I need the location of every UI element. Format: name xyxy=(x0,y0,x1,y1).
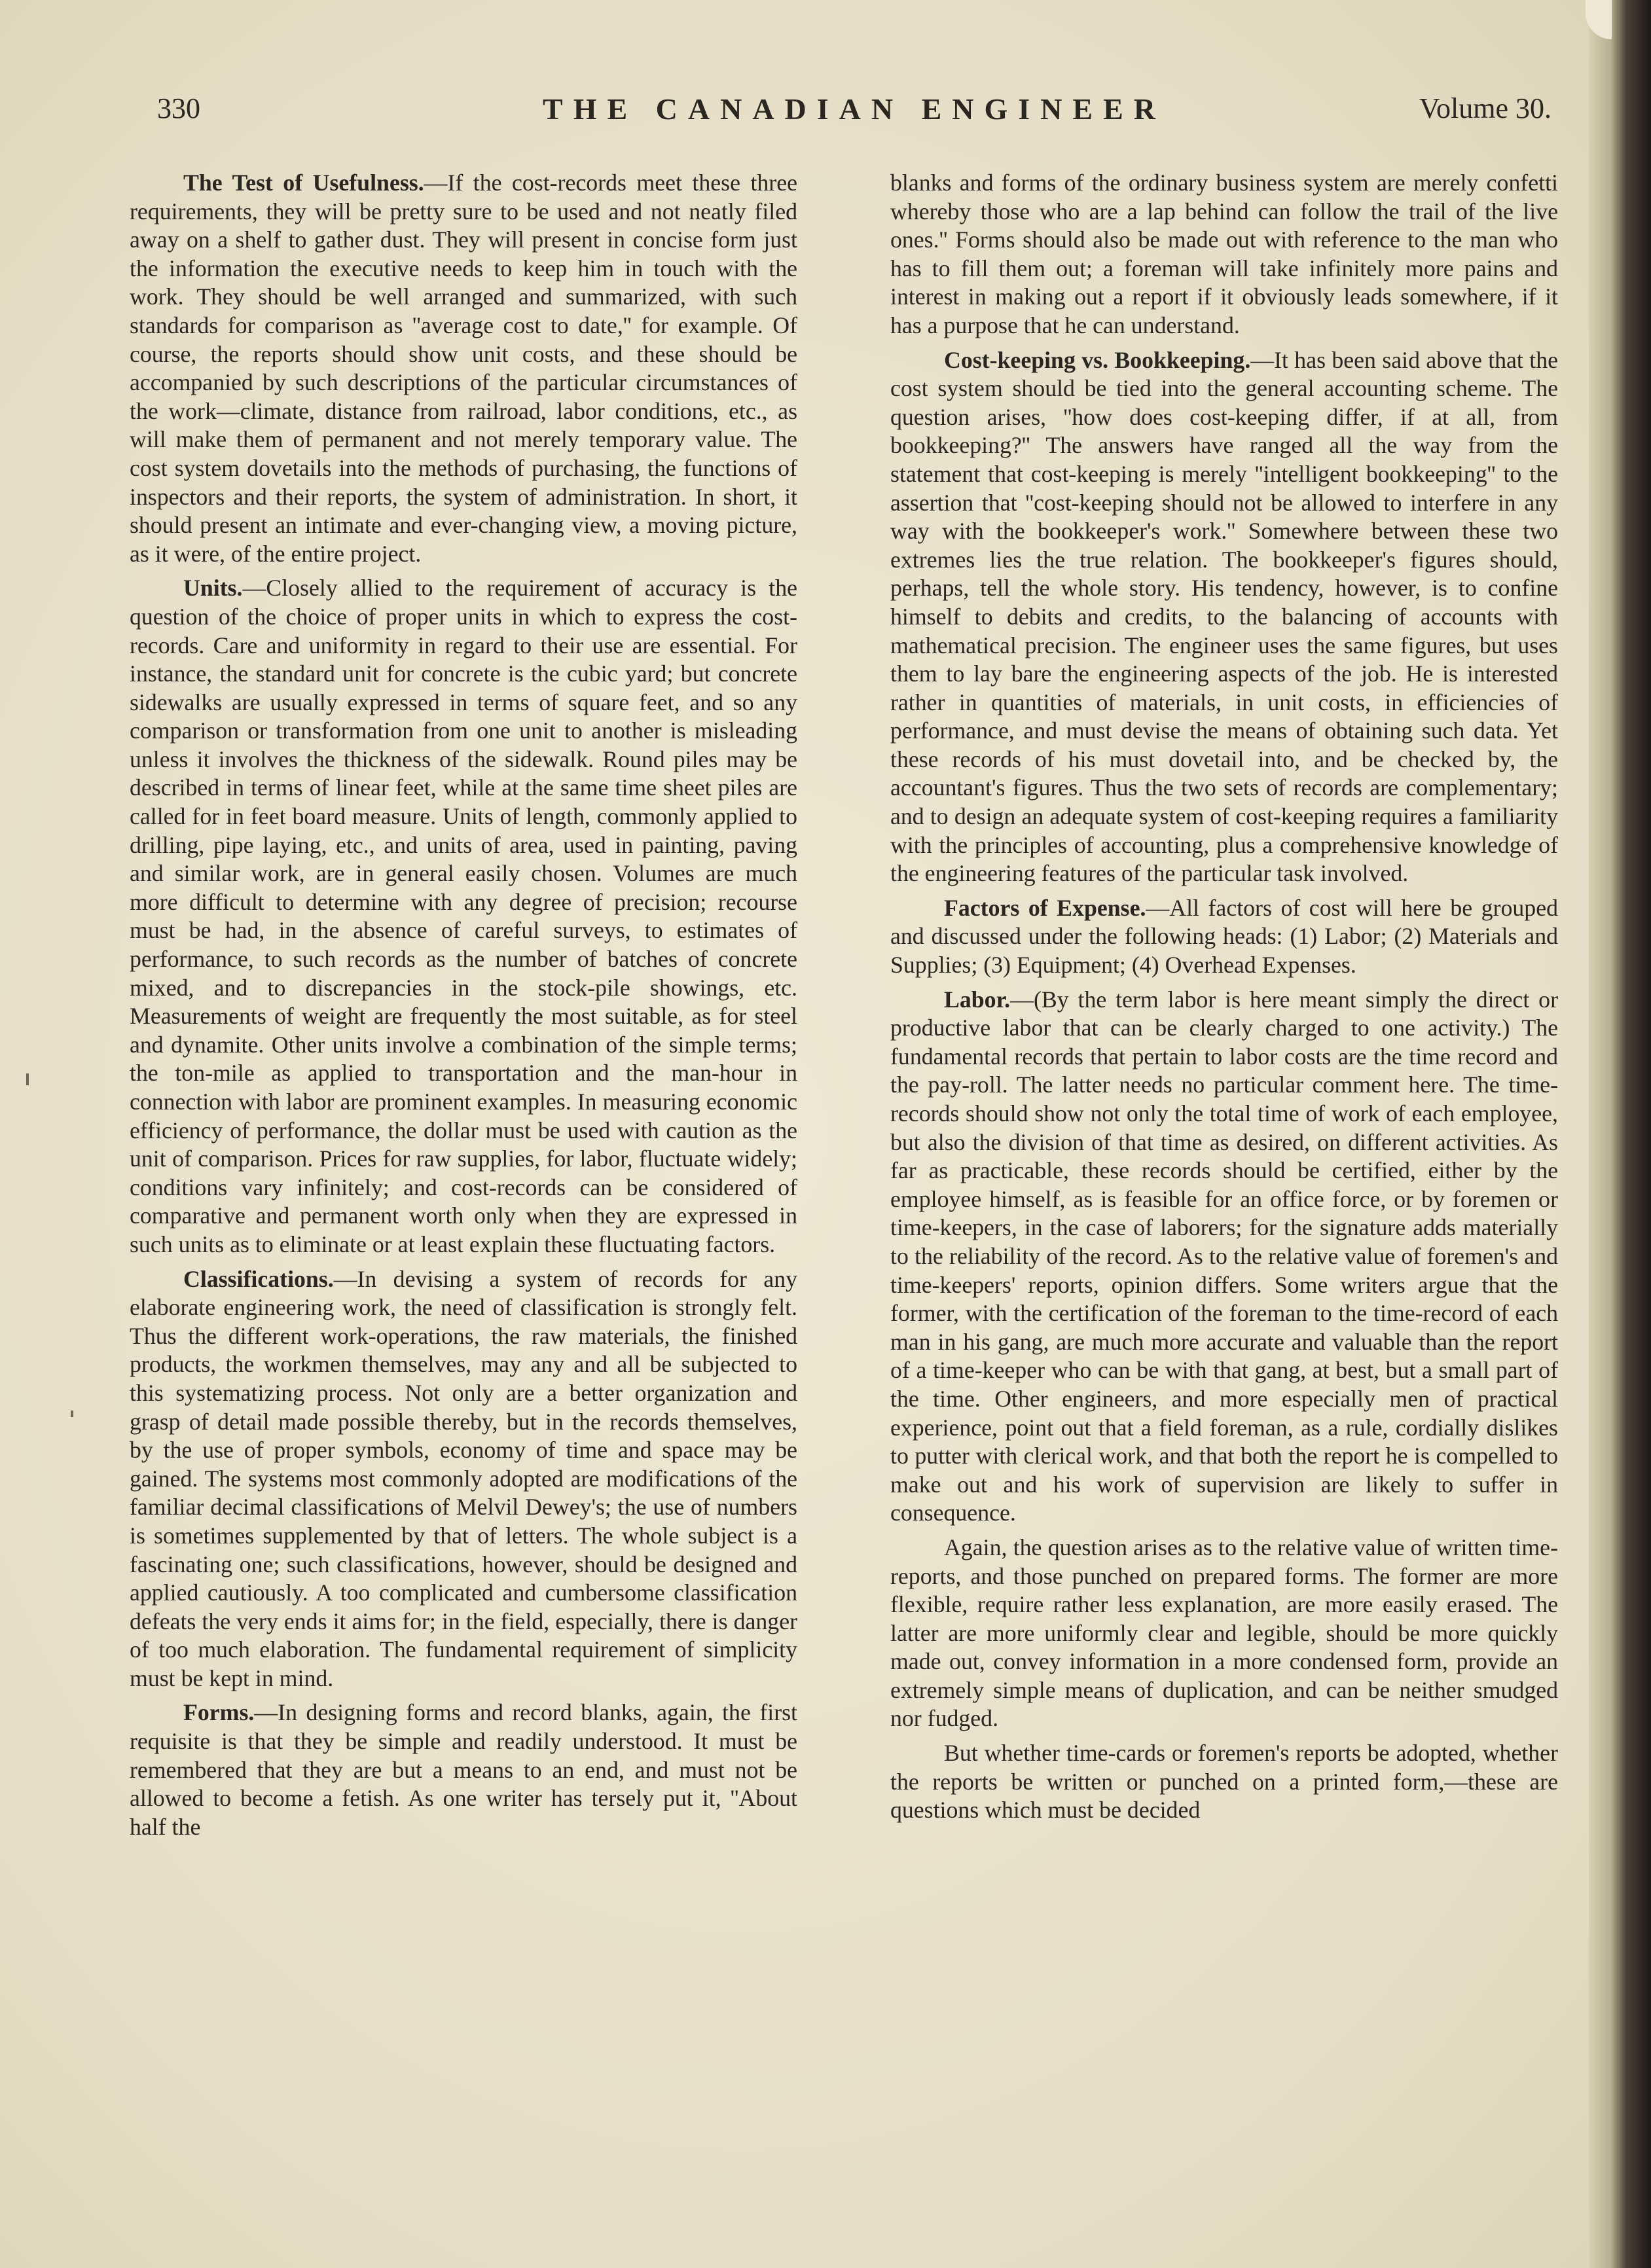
paragraph-forms xyxy=(130,1699,797,1841)
paragraph-cost-keeping xyxy=(890,346,1558,888)
paragraph-time-cards xyxy=(890,1739,1558,1825)
paragraph-text: But whether time-cards or foremen's reports be adopted, whether the reports be written or punched on a printed form,—these are questions which must be decided xyxy=(890,1740,1558,1824)
paper-speck xyxy=(71,1411,73,1417)
paragraph-text: —In designing forms and record blanks, again, the first requisite is that they be simple and readily understood. It must be remembered that they are but a means to an end, and must not be allowed to become a fetish. As one writer has tersely put it, ''About half the xyxy=(130,1699,797,1840)
left-column xyxy=(130,169,797,1847)
journal-title: THE CANADIAN ENGINEER xyxy=(543,92,1166,126)
section-heading: Forms. xyxy=(183,1699,255,1726)
paragraph-text: —All factors of cost will here be grouped and discussed under the following heads: (1) Labor; (2) Materials and Supplies; (3) Equipment; (4) Overhead Expenses. xyxy=(890,894,1558,979)
paragraph-text: Again, the question arises as to the relative value of written time-reports, and those punched on prepared forms. The former are more flexible, require rather less explanation, are more easily erased. The latter are more uniformly clear and legible, should be more quickly made out, convey information in a more condensed form, provide an extremely simple means of duplication, and can be neither smudged nor fudged. xyxy=(890,1534,1558,1732)
paragraph-classifications xyxy=(130,1265,797,1693)
paragraph-time-reports xyxy=(890,1534,1558,1733)
right-column xyxy=(890,169,1558,1831)
page-number: 330 xyxy=(157,92,200,124)
section-heading: Cost-keeping vs. Bookkeeping. xyxy=(944,346,1251,373)
section-heading: Factors of Expense. xyxy=(944,894,1146,921)
paragraph-text: blanks and forms of the ordinary business system are merely confetti whereby those who are a lap behind can follow the trail of the live ones.'' Forms should also be made out with reference to the man who has to fill them out; a foreman will take infinitely more pains and interest in making out a report if it obviously leads somewhere, if it has a purpose that he can understand. xyxy=(890,170,1558,338)
paragraph-text: —If the cost-records meet these three requirements, they will be pretty sure to be used and not neatly filed away on a shelf to gather dust. They will present in concise form just the information the executive needs to keep him in touch with the work. They should be well arranged and summarized, with such standards for comparison as ''average cost to date,'' for example. Of course, the reports should show unit costs, and these should be accompanied by such descriptions of the particular circumstances of the work—climate, distance from railroad, labor conditions, etc., as will make them of permanent and not merely temporary value. The cost system dovetails into the methods of purchasing, the functions of inspectors and their reports, the system of administration. In short, it should present an intimate and ever-changing view, a moving picture, as it were, of the entire project. xyxy=(130,170,797,567)
section-heading: Classifications. xyxy=(183,1265,334,1292)
paragraph-units xyxy=(130,574,797,1259)
book-spine-shadow xyxy=(1589,0,1651,2268)
section-heading: The Test of Usefulness. xyxy=(183,170,424,196)
section-heading: Units. xyxy=(183,575,243,602)
section-heading: Labor. xyxy=(944,986,1011,1013)
paragraph-forms-continued xyxy=(890,169,1558,340)
paper-speck xyxy=(26,1073,29,1085)
paragraph-text: —(By the term labor is here meant simply the direct or productive labor that can be clearly charged to one activity.) The fundamental records that pertain to labor costs are the time record and the pay-roll. The latter needs no particular comment here. The time-records should show not only the total time of work of each employee, but also the division of that time as desired, on different activities. As far as practicable, these records should be certified, either by the employee himself, as is feasible for an office force, or by foremen or time-keepers, in the case of laborers; for the signature adds materially to the reliability of the record. As to the relative value of foremen's and time-keepers' reports, opinion differs. Some writers argue that the former, with the certification of the foreman to the time-record of each man in his gang, are much more accurate and valuable than the report of a time-keeper who can be with that gang, at best, but a small part of the time. Other engineers, and more especially men of practical experience, point out that a field foreman, as a rule, cordially dislikes to putter with clerical work, and that both the report he is compelled to make out and his work of supervision are likely to suffer in consequence. xyxy=(890,986,1558,1526)
volume-label: Volume 30. xyxy=(1419,92,1551,124)
paragraph-text: —It has been said above that the cost system should be tied into the general accounting scheme. The question arises, ''how does cost-keeping differ, if at all, from bookkeeping?'' The answers have ranged all the way from the statement that cost-keeping is merely ''intelligent bookkeeping'' to the assertion that ''cost-keeping should not be allowed to interfere in any way with the bookkeeper's work.'' Somewhere between these two extremes lies the true relation. The bookkeeper's figures should, perhaps, tell the whole story. His tendency, however, is to confine himself to debits and credits, to the balancing of accounts with mathematical precision. The engineer uses the same figures, but uses them to lay bare the engineering aspects of the job. He is interested rather in quantities of materials, in unit costs, in efficiencies of performance, and must devise the means of obtaining such data. Yet these records of his must dovetail into, and be checked by, the accountant's figures. Thus the two sets of records are complementary; and to design an adequate system of cost-keeping requires a familiarity with the principles of accounting, plus a comprehensive knowledge of the engineering features of the particular task involved. xyxy=(890,346,1558,887)
paragraph-factors-of-expense xyxy=(890,894,1558,980)
paragraph-text: —Closely allied to the requirement of accuracy is the question of the choice of proper units in which to express the cost-records. Care and uniformity in regard to their use are essential. For instance, the standard unit for concrete is the cubic yard; but concrete sidewalks are usually expressed in terms of square feet, and so any comparison or transformation from one unit to another is misleading unless it involves the thickness of the sidewalk. Round piles may be described in terms of linear feet, while at the same time sheet piles are called for in feet board measure. Units of length, commonly applied to drilling, pipe laying, etc., and units of area, used in painting, paving and similar work, are in general easily chosen. Volumes are much more difficult to determine with any degree of precision; recourse must be had, in the absence of careful surveys, to estimates of performance, to such records as the number of batches of concrete mixed, and to discrepancies in the stock-pile showings, etc. Measurements of weight are frequently the most suitable, as for steel and dynamite. Other units involve a combination of the simple terms; the ton-mile as applied to transportation and the man-hour in connection with labor are prominent examples. In measuring economic efficiency of performance, the dollar must be used with caution as the unit of comparison. Prices for raw supplies, for labor, fluctuate widely; conditions vary infinitely; and cost-records can be considered of comparative and permanent worth only when they are expressed in such units as to eliminate or at least explain these fluctuating factors. xyxy=(130,575,797,1257)
paragraph-test-of-usefulness xyxy=(130,169,797,568)
paragraph-text: —In devising a system of records for any elaborate engineering work, the need of classification is strongly felt. Thus the different work-operations, the raw materials, the finished products, the workmen themselves, may any and all be subjected to this systematizing process. Not only are a better organization and grasp of detail made possible thereby, but in the records themselves, by the use of proper symbols, economy of time and space may be gained. The systems most commonly adopted are modifications of the familiar decimal classifications of Melvil Dewey's; the use of numbers is sometimes supplemented by that of letters. The whole subject is a fascinating one; such classifications, however, should be designed and applied cautiously. A too complicated and cumbersome classification defeats the very ends it aims for; in the field, especially, there is danger of too much elaboration. The fundamental requirement of simplicity must be kept in mind. xyxy=(130,1265,797,1691)
paragraph-labor xyxy=(890,986,1558,1528)
page-header xyxy=(157,92,1551,137)
